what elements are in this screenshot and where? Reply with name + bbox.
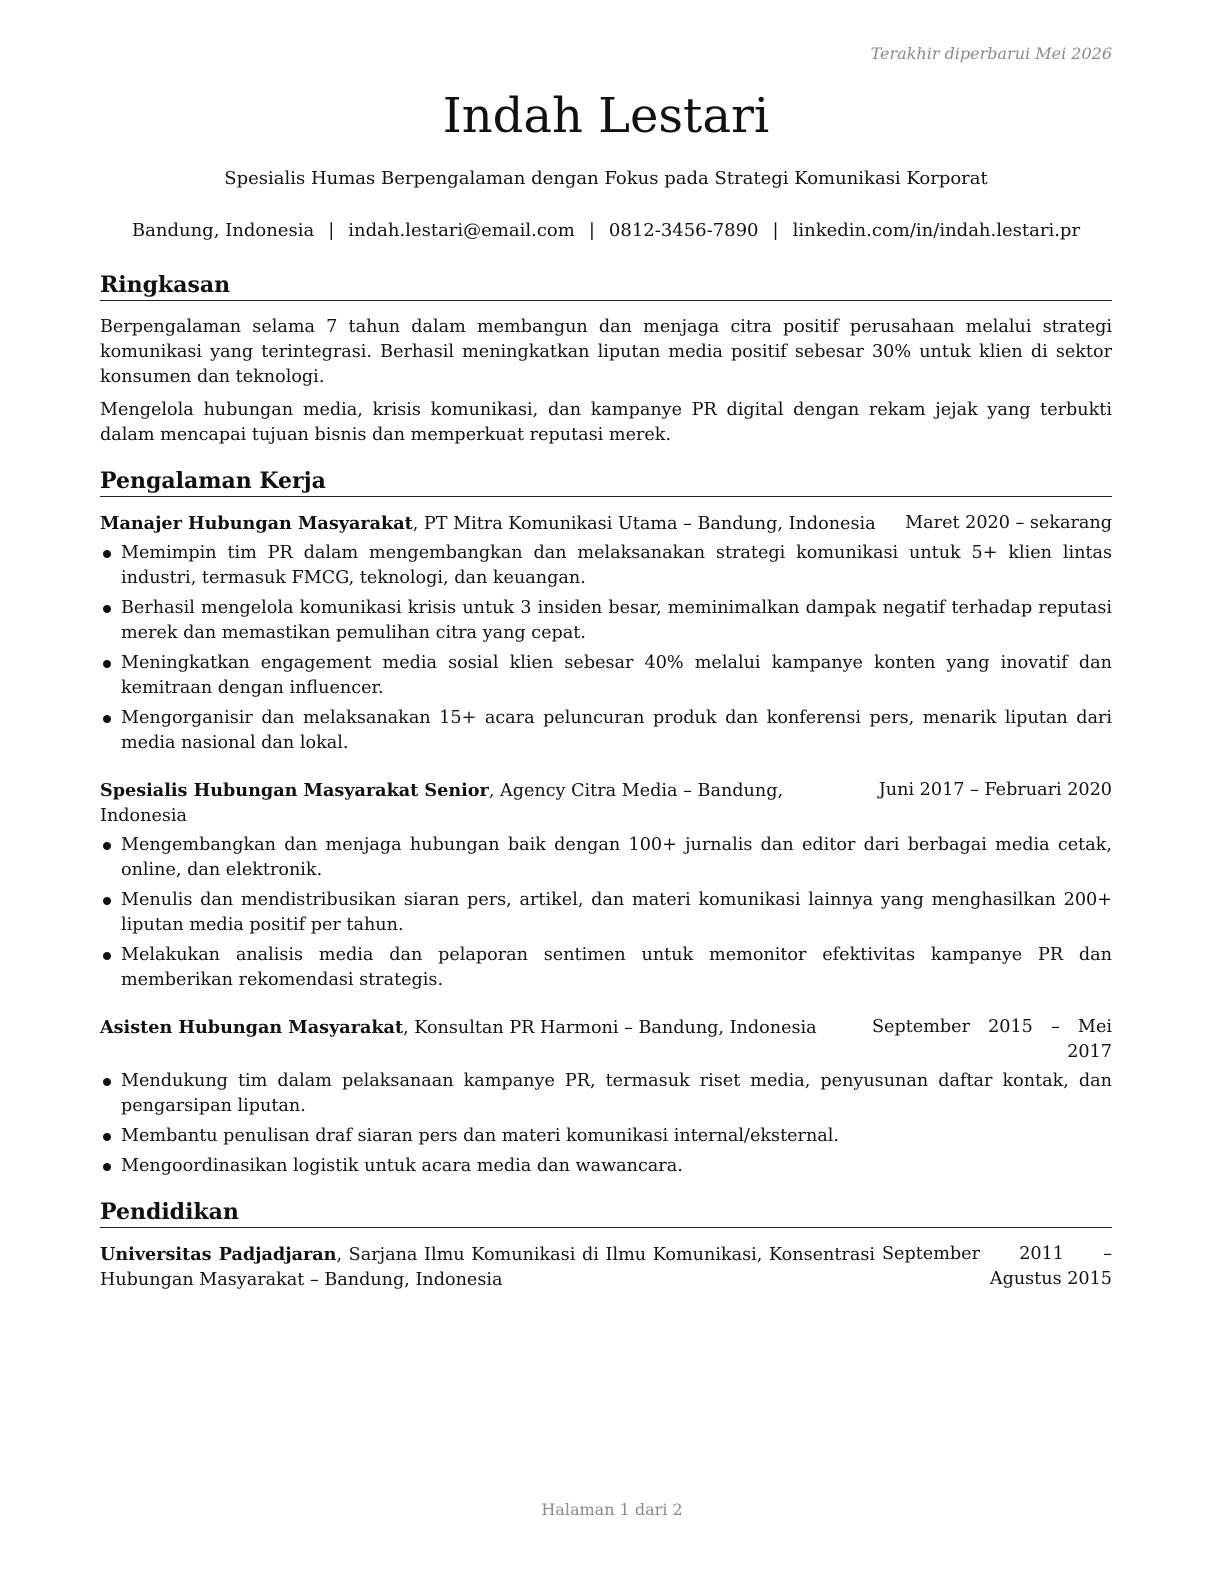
- summary-heading: Ringkasan: [100, 270, 1112, 301]
- education-entry: [100, 1242, 1112, 1293]
- last-updated-note: Terakhir diperbarui Mei 2026: [870, 44, 1112, 63]
- job-organization: , Agency Citra Media – Bandung, Indonesia: [100, 781, 784, 826]
- job-bullets: [100, 541, 1112, 756]
- job-organization: , Konsultan PR Harmoni – Bandung, Indonesia: [403, 1018, 817, 1038]
- job-header: [100, 511, 1112, 537]
- bullet-text: Mendukung tim dalam pelaksanaan kampanye PR, termasuk riset media, penyusunan daftar kontak, dan pengarsipan liputan.: [121, 1071, 1112, 1116]
- list-item: [100, 1069, 1112, 1119]
- education-degree-line: [100, 1242, 875, 1293]
- job-organization: , PT Mitra Komunikasi Utama – Bandung, Indonesia: [412, 514, 876, 534]
- education-heading: Pendidikan: [100, 1197, 1112, 1228]
- bullet-text: Mengembangkan dan menjaga hubungan baik dengan 100+ jurnalis dan editor dari berbagai media cetak, online, dan elektronik.: [121, 835, 1112, 880]
- job-entry: [100, 778, 1112, 993]
- bullet-icon: [103, 605, 111, 613]
- resume-page: [100, 0, 1112, 1584]
- bullet-icon: [103, 1163, 111, 1171]
- contact-separator: |: [588, 220, 595, 241]
- job-header: [100, 778, 1112, 829]
- list-item: [100, 706, 1112, 756]
- bullet-text: Berhasil mengelola komunikasi krisis untuk 3 insiden besar, meminimalkan dampak negatif terhadap reputasi merek dan memastikan pemulihan citra yang cepat.: [121, 598, 1112, 643]
- resume-content: [100, 270, 1112, 1293]
- job-entry: [100, 511, 1112, 756]
- contact-line: [100, 219, 1112, 243]
- education-school: Universitas Padjadjaran: [100, 1244, 337, 1265]
- list-item: [100, 943, 1112, 993]
- education-details: , Sarjana Ilmu Komunikasi di Ilmu Komunikasi, Konsentrasi Hubungan Masyarakat – Bandung, Indonesia: [100, 1245, 875, 1290]
- bullet-icon: [103, 660, 111, 668]
- contact-separator: |: [328, 220, 335, 241]
- list-item: [100, 651, 1112, 701]
- bullet-text: Mengoordinasikan logistik untuk acara media dan wawancara.: [121, 1156, 683, 1176]
- contact-linkedin[interactable]: linkedin.com/in/indah.lestari.pr: [792, 220, 1081, 241]
- list-item: [100, 541, 1112, 591]
- summary-paragraph: Berpengalaman selama 7 tahun dalam membangun dan menjaga citra positif perusahaan melalui strategi komunikasi yang terintegrasi. Berhasil meningkatkan liputan media positif sebesar 30% untuk klien di sektor konsumen dan teknologi.: [100, 317, 1112, 387]
- experience-heading: Pengalaman Kerja: [100, 466, 1112, 497]
- education-dates: September 2011 – Agustus 2015: [882, 1244, 1112, 1289]
- job-title-line: [100, 1015, 852, 1041]
- experience-section: [100, 466, 1112, 1179]
- summary-section: [100, 270, 1112, 448]
- bullet-text: Meningkatkan engagement media sosial klien sebesar 40% melalui kampanye konten yang inovatif dan kemitraan dengan influencer.: [121, 653, 1112, 698]
- bullet-icon: [103, 1078, 111, 1086]
- bullet-icon: [103, 1133, 111, 1141]
- job-dates: Maret 2020 – sekarang: [905, 513, 1112, 533]
- bullet-icon: [103, 897, 111, 905]
- list-item: [100, 1154, 1112, 1179]
- bullet-text: Melakukan analisis media dan pelaporan sentimen untuk memonitor efektivitas kampanye PR dan memberikan rekomendasi strategis.: [121, 945, 1112, 990]
- list-item: [100, 596, 1112, 646]
- bullet-icon: [103, 550, 111, 558]
- job-role: Asisten Hubungan Masyarakat: [100, 1017, 404, 1038]
- professional-headline: Spesialis Humas Berpengalaman dengan Fokus pada Strategi Komunikasi Korporat: [224, 168, 988, 189]
- job-role: Spesialis Hubungan Masyarakat Senior: [100, 780, 489, 801]
- job-title-line: [100, 778, 859, 829]
- bullet-text: Mengorganisir dan melaksanakan 15+ acara peluncuran produk dan konferensi pers, menarik liputan dari media nasional dan lokal.: [121, 708, 1112, 753]
- bullet-text: Membantu penulisan draf siaran pers dan materi komunikasi internal/eksternal.: [121, 1126, 840, 1146]
- job-title-line: [100, 511, 885, 537]
- job-dates: Juni 2017 – Februari 2020: [878, 780, 1112, 800]
- education-section: [100, 1197, 1112, 1293]
- contact-email[interactable]: indah.lestari@email.com: [348, 220, 575, 241]
- contact-separator: |: [772, 220, 779, 241]
- bullet-text: Memimpin tim PR dalam mengembangkan dan melaksanakan strategi komunikasi untuk 5+ klien lintas industri, termasuk FMCG, teknologi, dan keuangan.: [121, 543, 1112, 588]
- page-number: Halaman 1 dari 2: [541, 1500, 683, 1519]
- bullet-icon: [103, 952, 111, 960]
- contact-phone[interactable]: 0812-3456-7890: [608, 220, 759, 241]
- job-dates: September 2015 – Mei 2017: [872, 1017, 1112, 1062]
- bullet-text: Menulis dan mendistribusikan siaran pers, artikel, dan materi komunikasi lainnya yang menghasilkan 200+ liputan media positif per tahun.: [121, 890, 1112, 935]
- job-entry: [100, 1015, 1112, 1179]
- job-bullets: [100, 833, 1112, 993]
- person-name: Indah Lestari: [442, 88, 770, 144]
- summary-paragraph: Mengelola hubungan media, krisis komunikasi, dan kampanye PR digital dengan rekam jejak yang terbukti dalam mencapai tujuan bisnis dan memperkuat reputasi merek.: [100, 400, 1112, 445]
- job-header: [100, 1015, 1112, 1065]
- list-item: [100, 1124, 1112, 1149]
- list-item: [100, 833, 1112, 883]
- job-bullets: [100, 1069, 1112, 1179]
- job-role: Manajer Hubungan Masyarakat: [100, 513, 413, 534]
- bullet-icon: [103, 715, 111, 723]
- list-item: [100, 888, 1112, 938]
- bullet-icon: [103, 842, 111, 850]
- contact-location: Bandung, Indonesia: [131, 220, 315, 241]
